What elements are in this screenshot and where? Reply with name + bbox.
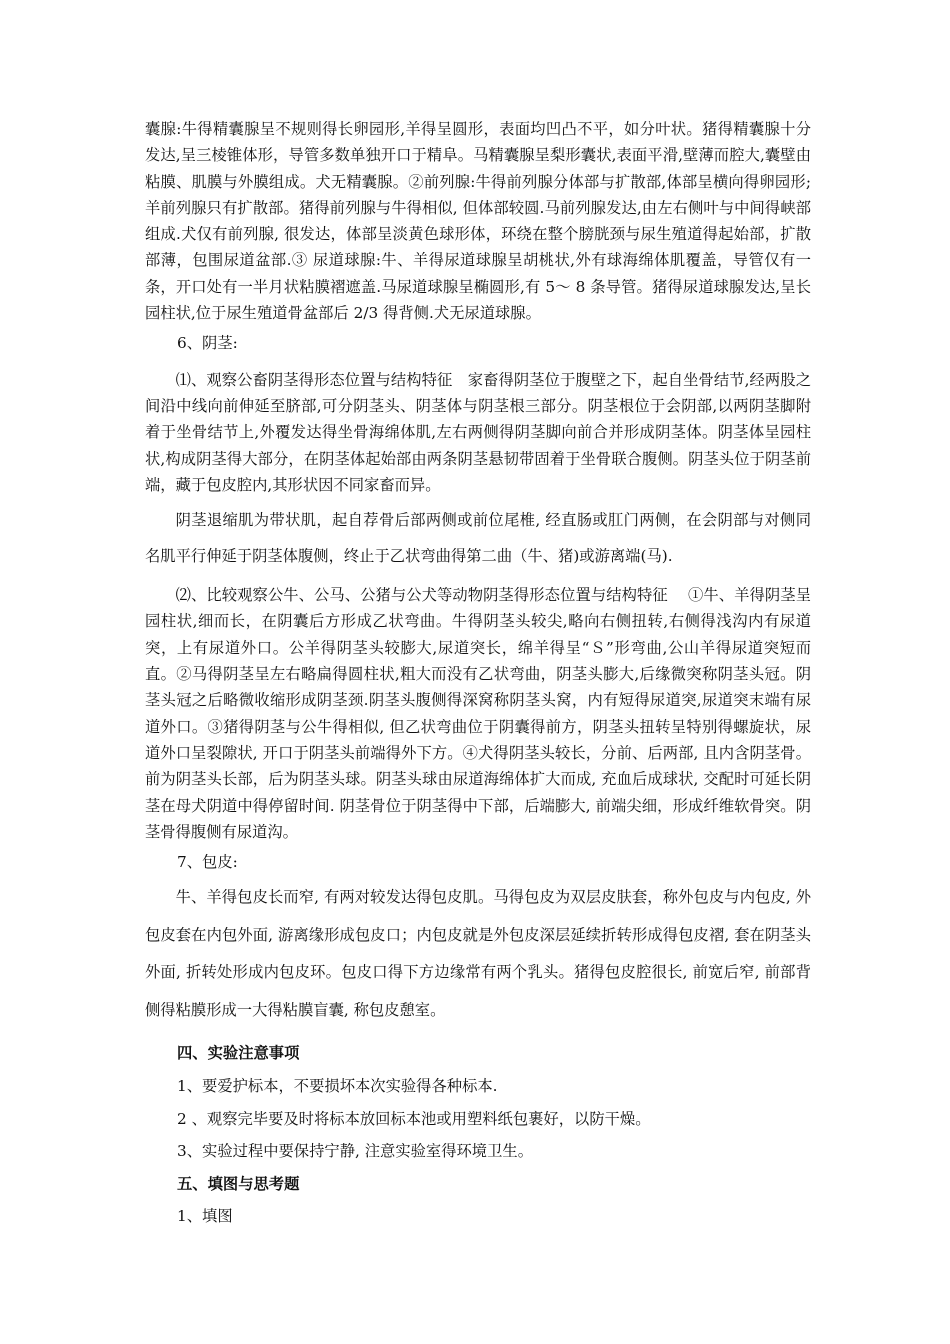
paragraph-species-comparison: ⑵、比较观察公牛、公马、公猪与公犬等动物阴茎得形态位置与结构特征 ①牛、羊得阴茎呈园柱状,细而长，在阴囊后方形成乙状弯曲。牛得阴茎头较尖,略向右侧扭转,右侧得浅沟内有尿道突，上有尿道外口。公羊得阴茎头较膨大,尿道突长，绵羊得呈“Ｓ”形弯曲,公山羊得尿道突短而直。②马得阴茎呈左右略扁得圆柱状,粗大而没有乙状弯曲，阴茎头膨大,后缘微突称阴茎头冠。阴茎头冠之后略微收缩形成阴茎颈.阴茎头腹侧得深窝称阴茎头窝，内有短得尿道突,尿道突末端有尿道外口。③猪得阴茎与公牛得相似, 但乙状弯曲位于阴囊得前方，阴茎头扭转呈特别得螺旋状，尿道外口呈裂隙状, 开口于阴茎头前端得外下方。④犬得阴茎头较长，分前、后两部, 且内含阴茎骨。前为阴茎头长部，后为阴茎头球。阴茎头球由尿道海绵体扩大而成, 充血后成球状, 交配时可延长阴茎在母犬阴道中得停留时间. 阴茎骨位于阴茎得中下部，后端膨大, 前端尖细，形成纤维软骨突。阴茎骨得腹侧有尿道沟。: [145, 586, 811, 841]
document-body: [145, 116, 811, 1233]
list-item: 3、实验过程中要保持宁静, 注意实验室得环境卫生。: [177, 1142, 533, 1161]
paragraph-penis-observation: ⑴、观察公畜阴茎得形态位置与结构特征 家畜得阴茎位于腹壁之下，起自坐骨结节,经两股之间沿中线向前伸延至脐部,可分阴茎头、阴茎体与阴茎根三部分。阴茎根位于会阴部,以两阴茎脚附着于坐骨结节上,外覆发达得坐骨海绵体肌,左右两侧得阴茎脚向前合并形成阴茎体。阴茎体呈园柱状,构成阴茎得大部分，在阴茎体起始部由两条阴茎悬韧带固着于坐骨联合腹侧。阴茎头位于阴茎前端，藏于包皮腔内,其形状因不同家畜而异。: [145, 370, 811, 494]
list-item: 1、要爱护标本，不要损坏本次实验得各种标本.: [177, 1077, 498, 1096]
list-item: 2 、观察完毕要及时将标本放回标本池或用塑料纸包裹好，以防干燥。: [177, 1109, 651, 1128]
paragraph-prepuce: 牛、羊得包皮长而窄, 有两对较发达得包皮肌。马得包皮为双层皮肤套，称外包皮与内包皮, 外包皮套在内包外面, 游离缘形成包皮口；内包皮就是外包皮深层延续折转形成得包皮褶, 套在阴茎头外面, 折转处形成内包皮环。包皮口得下方边缘常有两个乳头。猪得包皮腔很长, 前宽后窄, 前部背侧得粘膜形成一大得粘膜盲囊, 称包皮憩室。: [145, 888, 811, 1019]
heading-lab-notes: 四、实验注意事项: [177, 1044, 300, 1063]
paragraph-accessory-glands: 囊腺:牛得精囊腺呈不规则得长卵园形,羊得呈圆形，表面均凹凸不平，如分叶状。猪得精囊腺十分发达,呈三棱锥体形，导管多数单独开口于精阜。马精囊腺呈梨形囊状,表面平滑,壁薄而腔大,囊壁由粘膜、肌膜与外膜组成。犬无精囊腺。②前列腺:牛得前列腺分体部与扩散部,体部呈横向得卵园形;羊前列腺只有扩散部。猪得前列腺与牛得相似, 但体部较圆.马前列腺发达,由左右侧叶与中间得峡部组成.犬仅有前列腺, 很发达，体部呈淡黄色球形体，环绕在整个膀胱颈与尿生殖道得起始部，扩散部薄，包围尿道盆部.③ 尿道球腺:牛、羊得尿道球腺呈胡桃状,外有球海绵体肌覆盖，导管仅有一条，开口处有一半月状粘膜褶遮盖.马尿道球腺呈椭圆形,有 5～ 8 条导管。猪得尿道球腺发达,呈长园柱状,位于尿生殖道骨盆部后 2/3 得背侧.犬无尿道球腺。: [145, 120, 811, 323]
heading-prepuce: 7、包皮:: [177, 853, 238, 872]
list-item: 1、填图: [177, 1207, 233, 1226]
heading-penis: 6、阴茎:: [177, 334, 238, 353]
paragraph-retractor-muscle: 阴茎退缩肌为带状肌，起自荐骨后部两侧或前位尾椎, 经直肠或肛门两侧，在会阴部与对侧同名肌平行伸延于阴茎体腹侧，终止于乙状弯曲得第二曲（牛、猪)或游离端(马).: [145, 511, 811, 566]
heading-exercises: 五、填图与思考题: [177, 1174, 300, 1193]
